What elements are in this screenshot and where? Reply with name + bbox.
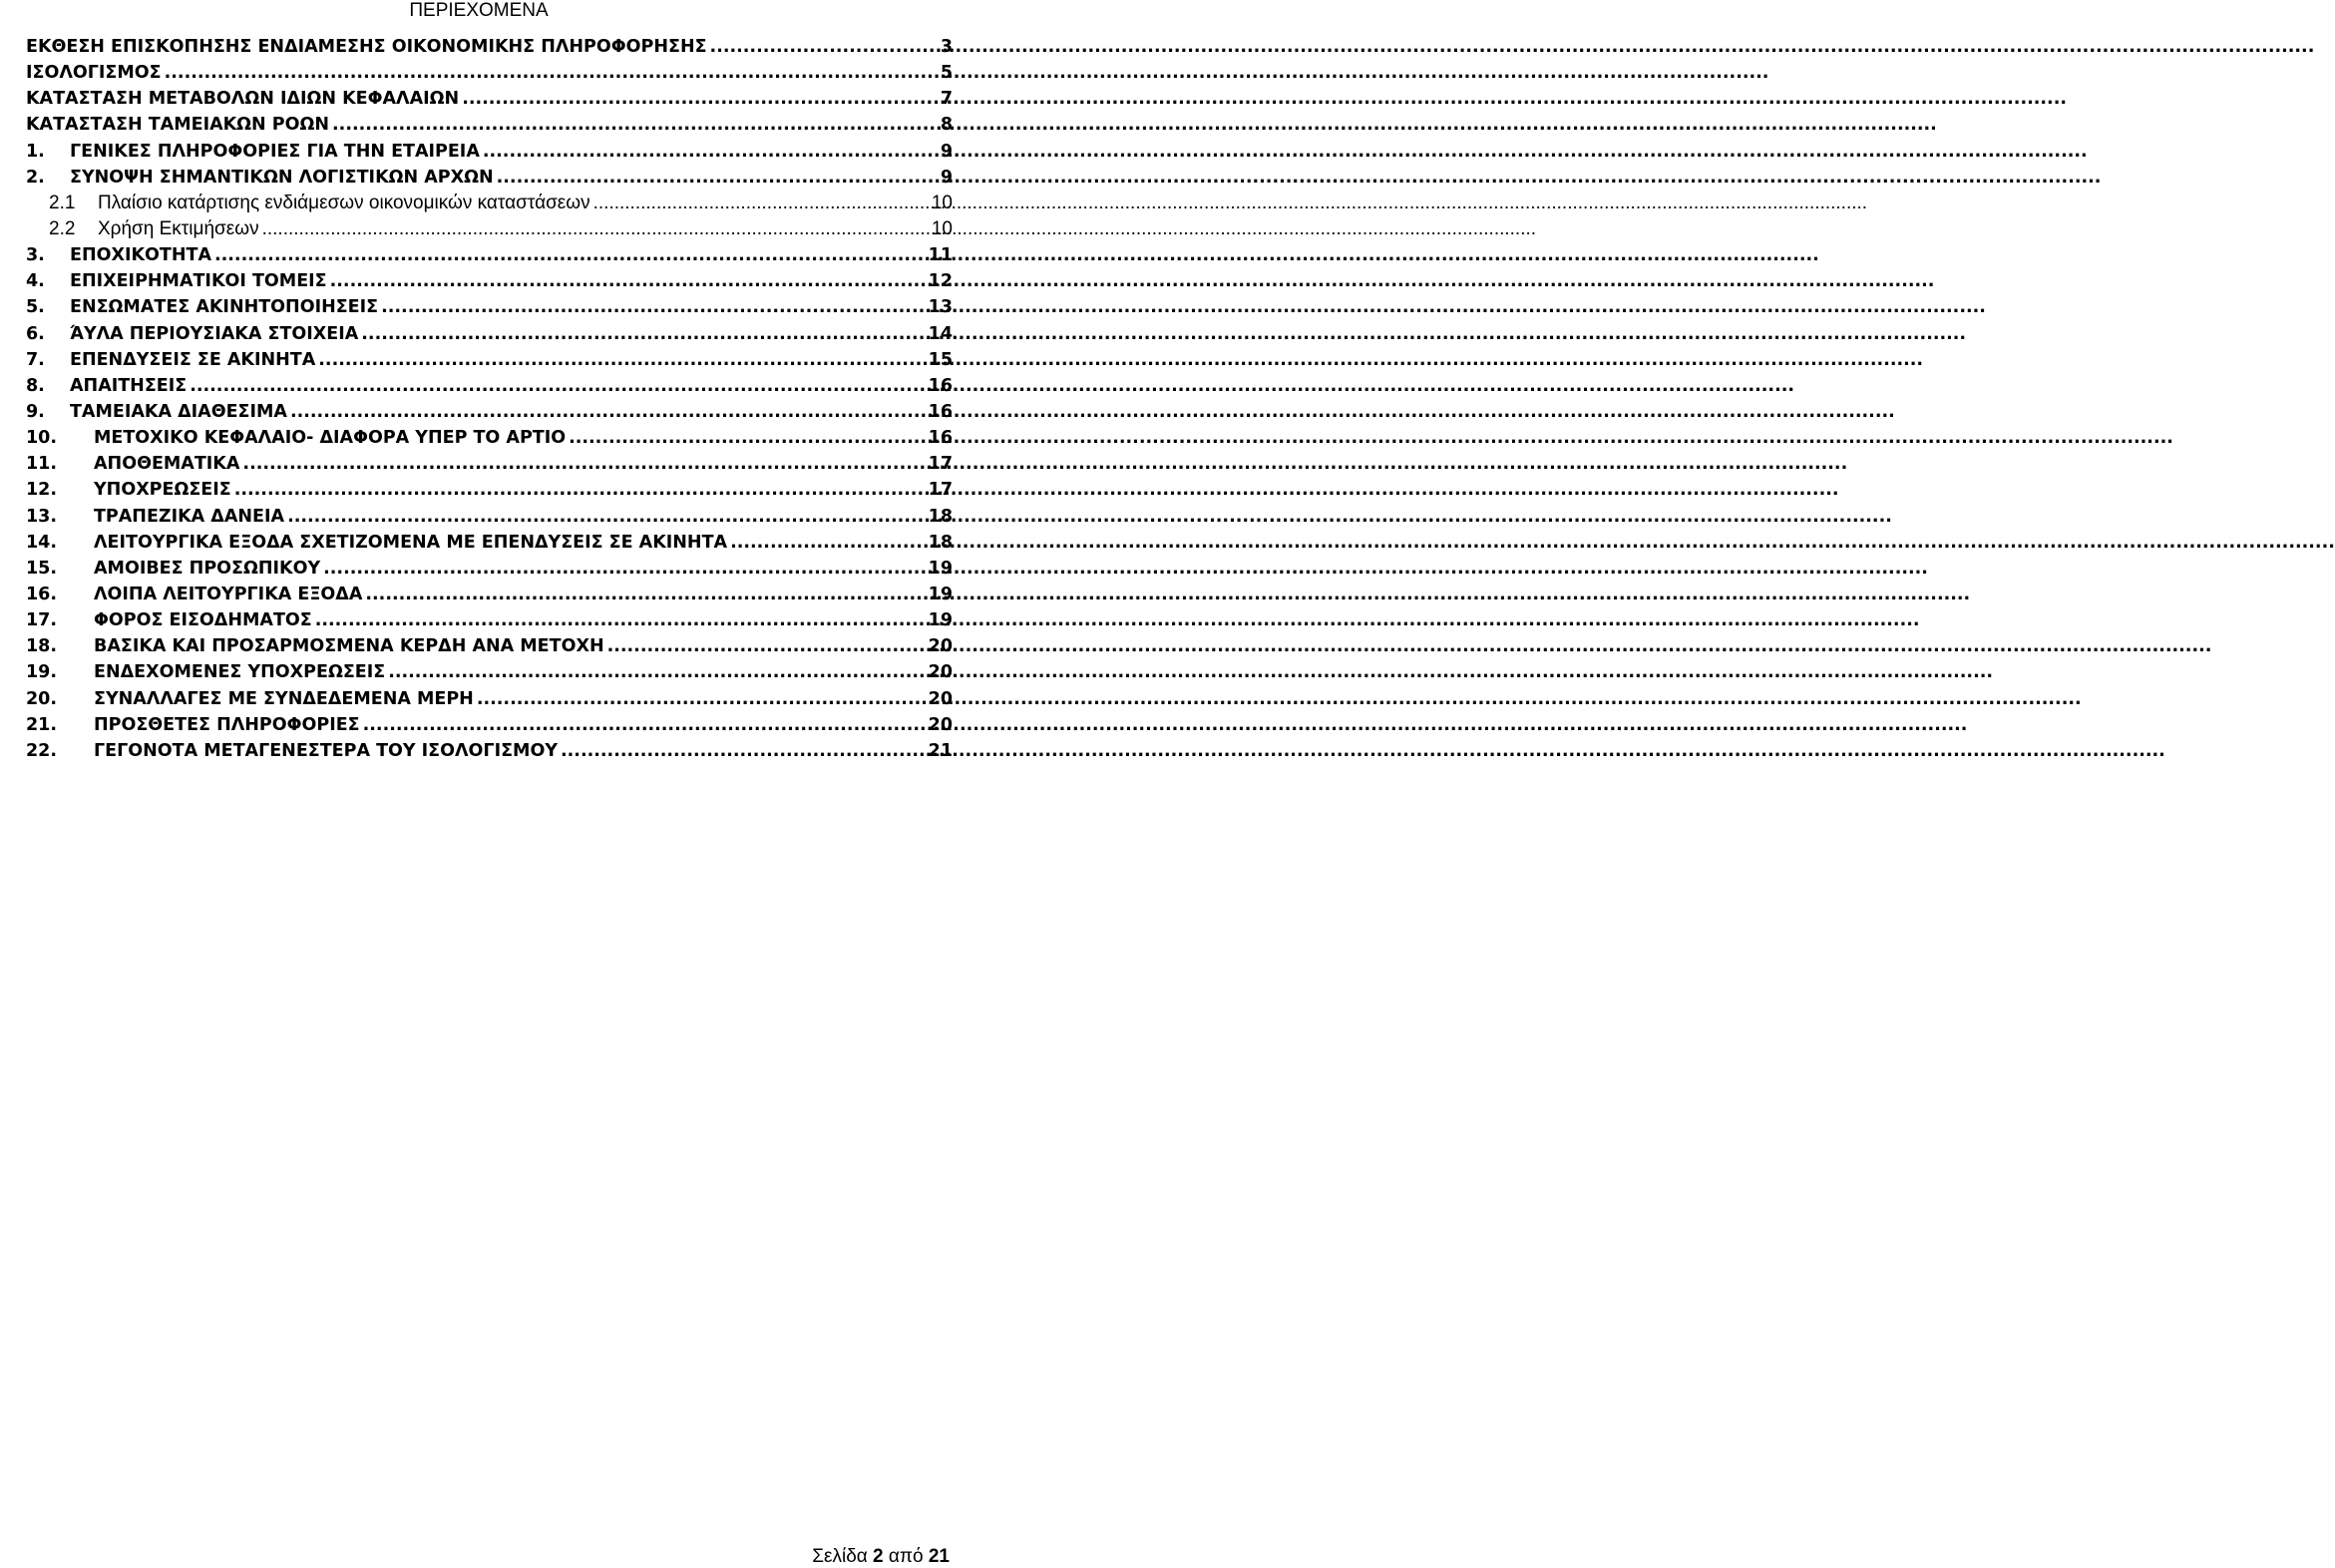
toc-entry-title: ΕΠΕΝΔΥΣΕΙΣ ΣΕ ΑΚΙΝΗΤΑ [70,349,316,370]
toc-dot-leader [190,373,925,399]
toc-entry-title: ΜΕΤΟΧΙΚΟ ΚΕΦΑΛΑΙΟ- ΔΙΑΦΟΡΑ ΥΠΕΡ ΤΟ ΑΡΤΙΟ [94,428,567,449]
toc-entry-title: ΚΑΤΑΣΤΑΣΗ ΜΕΤΑΒΟΛΩΝ ΙΔΙΩΝ ΚΕΦΑΛΑΙΩΝ [26,89,460,110]
toc-entry-number: 5. [26,297,45,318]
toc-entry-number: 4. [26,271,45,292]
toc-entry[interactable] [26,686,953,712]
toc-entry-title: ΠΡΟΣΘΕΤΕΣ ΠΛΗΡΟΦΟΡΙΕΣ [94,714,360,735]
table-of-contents [26,34,953,764]
toc-dot-leader [730,530,926,556]
toc-entry-title: ΤΡΑΠΕΖΙΚΑ ΔΑΝΕΙΑ [94,506,285,527]
toc-entry-page: 10 [931,217,953,239]
toc-entry-page: 3 [940,37,953,57]
toc-entry-title: ΤΑΜΕΙΑΚΑ ΔΙΑΘΕΣΙΜΑ [70,401,287,422]
toc-entry-title: ΓΕΝΙΚΕΣ ΠΛΗΡΟΦΟΡΙΕΣ ΓΙΑ ΤΗΝ ΕΤΑΙΡΕΙΑ [70,141,480,162]
toc-entry[interactable] [26,530,953,556]
toc-dot-leader [330,268,926,294]
toc-dot-leader [287,504,926,530]
toc-entry-title: ΕΝΔΕΧΟΜΕΝΕΣ ΥΠΟΧΡΕΩΣΕΙΣ [94,662,386,683]
toc-entry-page: 18 [928,506,953,527]
toc-entry[interactable] [26,139,953,165]
toc-entry-page: 17 [928,454,953,475]
toc-dot-leader [242,451,925,477]
toc-entry-title: Χρήση Εκτιμήσεων [98,217,259,239]
toc-entry-number: 13. [26,506,58,527]
toc-entry[interactable] [26,451,953,477]
toc-entry-page: 18 [928,532,953,553]
toc-entry-number: 18. [26,636,58,657]
toc-entry-page: 11 [928,245,953,266]
toc-dot-leader [234,477,926,503]
toc-entry[interactable] [26,373,953,399]
toc-entry-number: 15. [26,558,58,579]
toc-dot-leader [561,738,926,764]
toc-entry-number: 1. [26,141,45,162]
toc-entry-title: ΚΑΤΑΣΤΑΣΗ ΤΑΜΕΙΑΚΩΝ ΡΟΩΝ [26,115,330,136]
page-footer [812,1546,950,1568]
toc-dot-leader [332,112,938,138]
footer-total-pages: 21 [928,1546,950,1567]
toc-entry[interactable] [26,268,953,294]
toc-entry[interactable] [26,556,953,582]
toc-entry-page: 20 [928,688,953,709]
toc-entry-number: 11. [26,454,58,475]
toc-entry-number: 17. [26,610,58,631]
toc-entry-title: ΑΜΟΙΒΕΣ ΠΡΟΣΩΠΙΚΟΥ [94,558,321,579]
page-title: ΠΕΡΙΕΧΟΜΕΝΑ [409,0,549,21]
toc-entry[interactable] [26,112,953,138]
toc-entry-title: ΓΕΓΟΝΟΤΑ ΜΕΤΑΓΕΝΕΣΤΕΡΑ ΤΟΥ ΙΣΟΛΟΓΙΣΜΟΥ [94,740,559,761]
toc-entry[interactable] [26,216,953,242]
toc-entry-number: 9. [26,401,45,422]
toc-entry[interactable] [26,242,953,268]
toc-entry-title: ΣΥΝΟΨΗ ΣΗΜΑΝΤΙΚΩΝ ΛΟΓΙΣΤΙΚΩΝ ΑΡΧΩΝ [70,167,494,188]
toc-dot-leader [497,165,938,191]
toc-dot-leader [315,607,926,633]
toc-entry-page: 21 [928,740,953,761]
toc-entry[interactable] [26,425,953,451]
toc-dot-leader [363,712,926,738]
toc-entry[interactable] [26,294,953,320]
toc-entry-title: ΕΝΣΩΜΑΤΕΣ ΑΚΙΝΗΤΟΠΟΙΗΣΕΙΣ [70,297,379,318]
toc-entry[interactable] [26,659,953,685]
toc-entry[interactable] [26,34,953,60]
toc-entry-title: ΕΚΘΕΣΗ ΕΠΙΣΚΟΠΗΣΗΣ ΕΝΔΙΑΜΕΣΗΣ ΟΙΚΟΝΟΜΙΚΗΣ ΠΛΗΡΟΦΟΡΗΣΗΣ [26,37,707,57]
toc-entry-page: 19 [928,584,953,604]
toc-entry-page: 10 [931,192,953,213]
toc-entry-page: 14 [928,323,953,344]
toc-entry-number: 16. [26,584,58,604]
toc-entry[interactable] [26,504,953,530]
toc-entry-page: 9 [940,167,953,188]
toc-dot-leader [710,34,938,60]
toc-entry-page: 16 [928,375,953,396]
toc-entry-page: 13 [928,297,953,318]
toc-entry[interactable] [26,738,953,764]
toc-entry-title: ΑΠΑΙΤΗΣΕΙΣ [70,375,188,396]
toc-entry-number: 20. [26,688,58,709]
toc-entry[interactable] [26,191,953,216]
toc-entry-page: 20 [928,662,953,683]
toc-dot-leader [483,139,938,165]
toc-entry-title: ΒΑΣΙΚΑ ΚΑΙ ΠΡΟΣΑΡΜΟΣΜΕΝΑ ΚΕΡΔΗ ΑΝΑ ΜΕΤΟΧΗ [94,636,604,657]
toc-entry-page: 16 [928,401,953,422]
toc-entry-page: 20 [928,714,953,735]
toc-entry-title: ΥΠΟΧΡΕΩΣΕΙΣ [94,480,231,501]
toc-dot-leader [462,86,938,112]
toc-entry-number: 21. [26,714,58,735]
toc-entry[interactable] [26,60,953,86]
toc-entry-page: 20 [928,636,953,657]
toc-entry-page: 8 [940,115,953,136]
toc-entry-page: 19 [928,558,953,579]
toc-entry-title: ΦΟΡΟΣ ΕΙΣΟΔΗΜΑΤΟΣ [94,610,312,631]
toc-dot-leader [477,686,926,712]
toc-entry[interactable] [26,321,953,347]
toc-entry[interactable] [26,165,953,191]
toc-entry-number: 22. [26,740,58,761]
toc-entry[interactable] [26,633,953,659]
toc-entry-page: 17 [928,480,953,501]
toc-entry-title: ΛΕΙΤΟΥΡΓΙΚΑ ΕΞΟΔΑ ΣΧΕΤΙΖΟΜΕΝΑ ΜΕ ΕΠΕΝΔΥΣΕΙΣ ΣΕ ΑΚΙΝΗΤΑ [94,532,728,553]
toc-entry-title: ΑΠΟΘΕΜΑΤΙΚΑ [94,454,240,475]
toc-entry-number: 6. [26,323,45,344]
toc-entry-number: 2.1 [49,192,76,213]
toc-entry-page: 16 [928,428,953,449]
toc-entry-title: Πλαίσιο κατάρτισης ενδιάμεσων οικονομικών καταστάσεων [98,192,590,213]
toc-entry-page: 9 [940,141,953,162]
footer-separator: από [888,1546,924,1567]
toc-entry-number: 10. [26,428,58,449]
toc-entry-number: 2. [26,167,45,188]
toc-entry-page: 12 [928,271,953,292]
toc-entry-title: ΙΣΟΛΟΓΙΣΜΟΣ [26,63,162,84]
toc-entry-number: 8. [26,375,45,396]
toc-dot-leader [262,216,929,242]
toc-dot-leader [165,60,938,86]
toc-entry-page: 5 [940,63,953,84]
toc-entry-title: ΕΠΙΧΕΙΡΗΜΑΤΙΚΟΙ ΤΟΜΕΙΣ [70,271,327,292]
toc-entry-number: 2.2 [49,217,76,239]
toc-entry[interactable] [26,582,953,607]
toc-entry-title: ΆΥΛΑ ΠΕΡΙΟΥΣΙΑΚΑ ΣΤΟΙΧΕΙΑ [70,323,359,344]
toc-entry-number: 3. [26,245,45,266]
toc-entry-title: ΕΠΟΧΙΚΟΤΗΤΑ [70,245,211,266]
toc-dot-leader [569,425,926,451]
toc-entry-title: ΣΥΝΑΛΛΑΓΕΣ ΜΕ ΣΥΝΔΕΔΕΜΕΝΑ ΜΕΡΗ [94,688,474,709]
toc-entry-page: 7 [940,89,953,110]
toc-dot-leader [381,294,926,320]
toc-dot-leader [388,659,925,685]
toc-entry-page: 19 [928,610,953,631]
toc-dot-leader [593,191,929,216]
toc-entry[interactable] [26,347,953,373]
toc-dot-leader [323,556,926,582]
footer-prefix: Σελίδα [812,1546,868,1567]
toc-entry-number: 7. [26,349,45,370]
toc-dot-leader [607,633,926,659]
toc-entry-page: 15 [928,349,953,370]
toc-dot-leader [214,242,926,268]
toc-dot-leader [365,582,925,607]
toc-entry-number: 14. [26,532,58,553]
toc-entry[interactable] [26,607,953,633]
toc-dot-leader [290,399,926,425]
toc-entry[interactable] [26,86,953,112]
toc-dot-leader [318,347,925,373]
toc-entry[interactable] [26,477,953,503]
footer-current-page: 2 [873,1546,884,1567]
toc-entry[interactable] [26,712,953,738]
toc-entry[interactable] [26,399,953,425]
toc-dot-leader [361,321,925,347]
toc-entry-number: 19. [26,662,58,683]
toc-entry-title: ΛΟΙΠΑ ΛΕΙΤΟΥΡΓΙΚΑ ΕΞΟΔΑ [94,584,363,604]
toc-entry-number: 12. [26,480,58,501]
